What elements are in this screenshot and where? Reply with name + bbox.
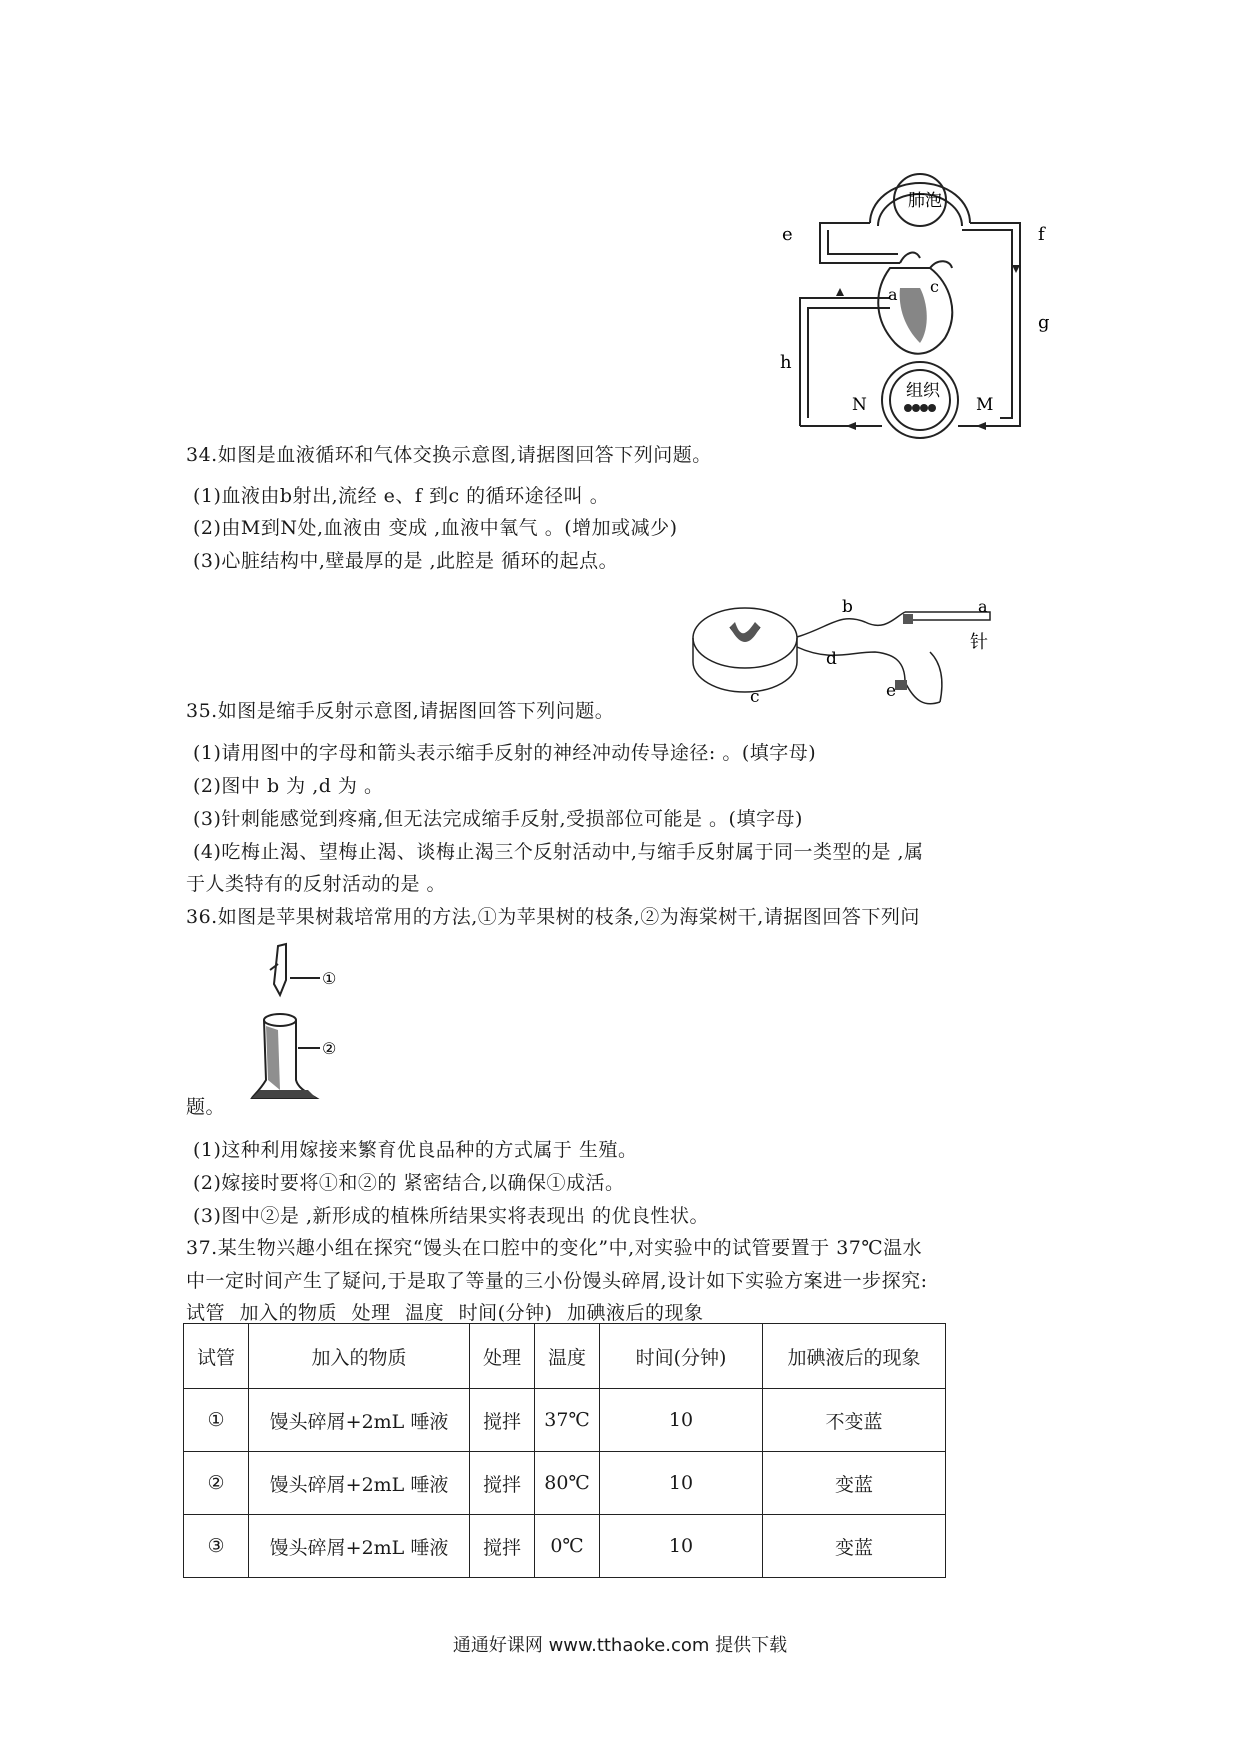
q36-sub2: (2)嫁接时要将①和②的 紧密结合,以确保①成活。: [193, 1172, 625, 1194]
q35-sub3: (3)针刺能感觉到疼痛,但无法完成缩手反射,受损部位可能是 。(填字母): [193, 808, 803, 830]
table-header-row: [184, 1324, 946, 1389]
table-cell: 馒头碎屑+2mL 唾液: [249, 1389, 470, 1452]
table-row: [184, 1515, 946, 1578]
q37-stem-b: 中一定时间产生了疑问,于是取了等量的三小份馒头碎屑,设计如下实验方案进一步探究:: [186, 1270, 928, 1292]
q37-header-line: 试管 加入的物质 处理 温度 时间(分钟) 加碘液后的现象: [186, 1302, 704, 1324]
graft-label-1: ①: [322, 969, 337, 988]
q34-sub3: (3)心脏结构中,壁最厚的是 ,此腔是 循环的起点。: [193, 550, 619, 572]
graft-label-2: ②: [322, 1039, 337, 1058]
q34-stem: 34.如图是血液循环和气体交换示意图,请据图回答下列问题。: [186, 444, 712, 466]
table-header-cell: 处理: [470, 1324, 535, 1389]
q36-stem-b: 题。: [186, 1096, 226, 1118]
q36-sub1: (1)这种利用嫁接来繁育优良品种的方式属于 生殖。: [193, 1139, 638, 1161]
table-cell: 搅拌: [470, 1389, 535, 1452]
table-cell: 37℃: [535, 1389, 600, 1452]
reflex-label-d: d: [826, 649, 837, 669]
table-header-cell: 加碘液后的现象: [763, 1324, 946, 1389]
q35-stem: 35.如图是缩手反射示意图,请据图回答下列问题。: [186, 700, 615, 722]
table-cell: 变蓝: [763, 1452, 946, 1515]
tissue-label: 组织: [906, 381, 940, 401]
table-cell: 变蓝: [763, 1515, 946, 1578]
q35-sub2: (2)图中 b 为 ,d 为 。: [193, 775, 384, 797]
label-h: h: [780, 352, 792, 373]
table-cell: 0℃: [535, 1515, 600, 1578]
circulation-diagram: [780, 168, 1060, 468]
reflex-arc-diagram: [690, 592, 1000, 712]
reflex-label-e: e: [886, 681, 897, 701]
table-cell: 80℃: [535, 1452, 600, 1515]
label-e: e: [782, 224, 793, 245]
table-header-cell: 加入的物质: [249, 1324, 470, 1389]
label-M: M: [976, 395, 994, 415]
table-cell: 10: [600, 1389, 763, 1452]
q35-sub4a: (4)吃梅止渴、望梅止渴、谈梅止渴三个反射活动中,与缩手反射属于同一类型的是 ,属: [193, 841, 924, 863]
label-f: f: [1038, 224, 1045, 245]
page-footer: 通通好课网 www.tthaoke.com 提供下载: [452, 1635, 788, 1656]
table-cell: 10: [600, 1452, 763, 1515]
table-cell: 馒头碎屑+2mL 唾液: [249, 1452, 470, 1515]
table-cell: 不变蓝: [763, 1389, 946, 1452]
q34-sub2: (2)由M到N处,血液由 变成 ,血液中氧气 。(增加或减少): [193, 517, 678, 539]
table-header-cell: 时间(分钟): [600, 1324, 763, 1389]
table-row: [184, 1389, 946, 1452]
table-cell: 10: [600, 1515, 763, 1578]
table-cell: 搅拌: [470, 1452, 535, 1515]
experiment-table: [183, 1323, 946, 1578]
lung-label: 肺泡: [908, 191, 942, 211]
table-header-cell: 温度: [535, 1324, 600, 1389]
label-c: c: [930, 277, 939, 296]
label-g: g: [1038, 312, 1050, 333]
reflex-label-b: b: [842, 597, 853, 617]
reflex-label-a: a: [978, 597, 988, 616]
q36-stem-a: 36.如图是苹果树栽培常用的方法,①为苹果树的枝条,②为海棠树干,请据图回答下列问: [186, 906, 920, 928]
table-header-cell: 试管: [184, 1324, 249, 1389]
table-cell: ②: [184, 1452, 249, 1515]
reflex-label-c: c: [750, 687, 760, 707]
grafting-diagram: [250, 940, 360, 1110]
q36-sub3: (3)图中②是 ,新形成的植株所结果实将表现出 的优良性状。: [193, 1205, 710, 1227]
label-N: N: [852, 395, 867, 415]
table-cell: 搅拌: [470, 1515, 535, 1578]
q37-stem-a: 37.某生物兴趣小组在探究“馒头在口腔中的变化”中,对实验中的试管要置于 37℃温水: [186, 1237, 923, 1259]
table-cell: 馒头碎屑+2mL 唾液: [249, 1515, 470, 1578]
q35-sub1: (1)请用图中的字母和箭头表示缩手反射的神经冲动传导途径: 。(填字母): [193, 742, 817, 764]
table-row: [184, 1452, 946, 1515]
table-cell: ③: [184, 1515, 249, 1578]
q34-sub1: (1)血液由b射出,流经 e、f 到c 的循环途径叫 。: [193, 485, 610, 507]
q35-sub4b: 于人类特有的反射活动的是 。: [186, 873, 447, 895]
table-cell: ①: [184, 1389, 249, 1452]
label-a: a: [888, 285, 898, 304]
needle-label: 针: [970, 632, 988, 653]
